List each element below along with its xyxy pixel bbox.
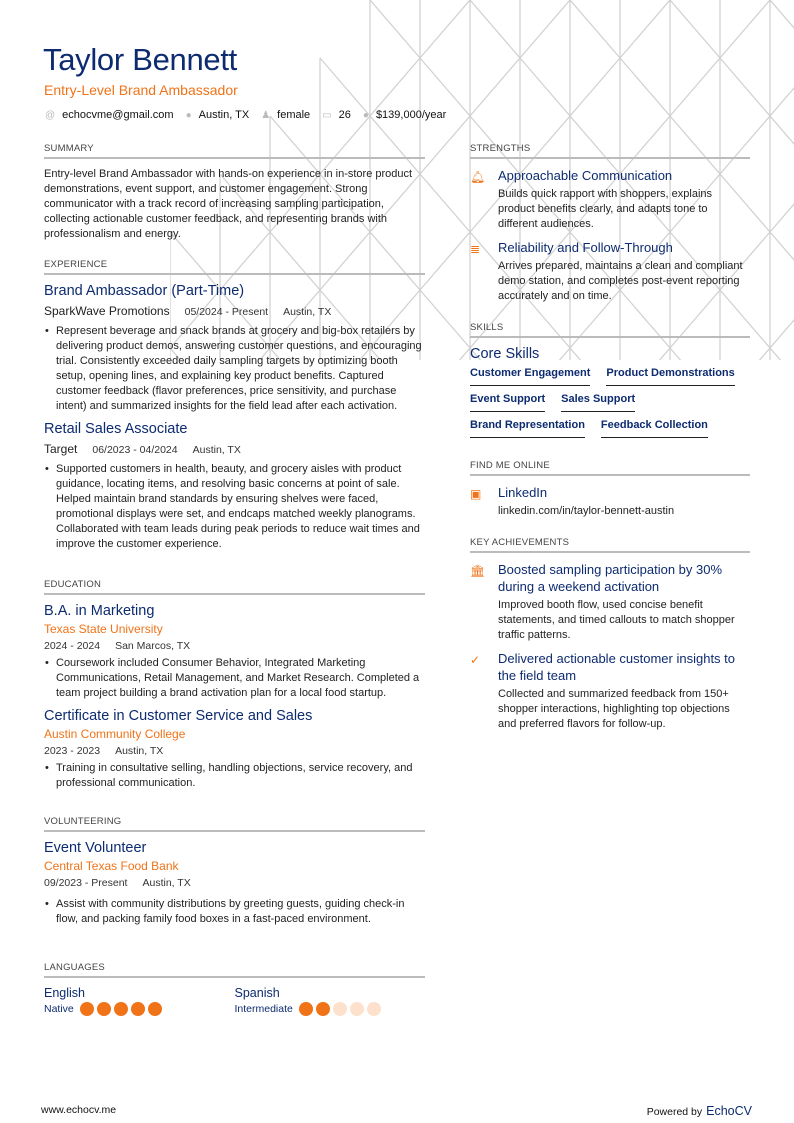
strength-title: Approachable Communication: [498, 168, 673, 183]
skill-chip: Customer Engagement: [470, 366, 590, 386]
section-heading: LANGUAGES: [44, 962, 425, 978]
bell-icon: 🔔︎: [470, 170, 486, 184]
contact-text: female: [277, 109, 311, 121]
proficiency-dot: [367, 1002, 381, 1016]
contact-text: 26: [338, 109, 351, 121]
calendar-icon: ▭: [322, 109, 332, 121]
strength-text: Builds quick rapport with shoppers, explains product benefits clearly, and adapts tone to different audiences.: [498, 188, 713, 230]
candidate-title: Entry-Level Brand Ambassador: [44, 82, 238, 98]
location: San Marcos, TX: [115, 640, 191, 652]
language-item: [235, 985, 426, 1016]
proficiency-dot: [333, 1002, 347, 1016]
achievement-text: Collected and summarized feedback from 150+ shopper interactions, highlighting top objections and preferred flavors for follow-up.: [498, 688, 730, 730]
company: SparkWave Promotions: [44, 304, 170, 318]
candidate-name: Taylor Bennett: [43, 42, 237, 77]
dates: 2023 - 2023: [44, 745, 101, 757]
bullet: • Coursework included Consumer Behavior, Integrated Marketing Communications, Retail Management, and Market Research. Completed a team project building a brand activation plan for a local food startup.: [44, 656, 425, 701]
money-icon: ●: [362, 109, 369, 121]
language-name: English: [44, 986, 85, 1000]
volunteer-role: Event Volunteer: [44, 840, 147, 856]
volunteering-section: [44, 816, 425, 927]
achievement-title: Boosted sampling participation by 30% during a weekend activation: [498, 562, 723, 594]
contact-text: $139,000/year: [375, 109, 447, 121]
summary-section: [44, 143, 425, 242]
dates: 05/2024 - Present: [184, 306, 269, 318]
strengths-section: [470, 143, 750, 311]
strength-item: [470, 239, 750, 304]
calendar-icon: ▣: [470, 487, 482, 501]
dates: 06/2023 - 04/2024: [92, 444, 178, 456]
brand-logo[interactable]: EchoCV: [706, 1104, 752, 1118]
contact-bar: [45, 109, 446, 121]
location: Austin, TX: [142, 877, 191, 889]
skills-group-title: Core Skills: [470, 346, 540, 362]
contact-text: echocvme@gmail.com: [62, 109, 174, 121]
online-label: LinkedIn: [498, 485, 548, 500]
skill-chip: Sales Support: [561, 392, 635, 412]
proficiency-dots: [80, 1002, 162, 1016]
online-item[interactable]: [470, 484, 750, 519]
languages-section: [44, 962, 425, 1016]
proficiency-dot: [114, 1002, 128, 1016]
strength-title: Reliability and Follow-Through: [498, 240, 673, 255]
bullet: • Training in consultative selling, handling objections, service recovery, and professional communication.: [44, 761, 425, 791]
proficiency-dot: [350, 1002, 364, 1016]
section-heading: EXPERIENCE: [44, 259, 425, 275]
proficiency-dot: [316, 1002, 330, 1016]
section-heading: SKILLS: [470, 322, 750, 338]
experience-item: [44, 281, 425, 414]
achievement-title: Delivered actionable customer insights to the field team: [498, 651, 736, 683]
job-title: Retail Sales Associate: [44, 421, 188, 437]
section-heading: FIND ME ONLINE: [470, 460, 750, 476]
language-level: Native: [44, 1003, 74, 1015]
volunteer-org: Central Texas Food Bank: [44, 859, 179, 873]
experience-section: [44, 259, 425, 552]
language-name: Spanish: [234, 986, 280, 1000]
skills-section: [470, 322, 750, 438]
degree: B.A. in Marketing: [44, 603, 155, 619]
education-item: [44, 601, 425, 701]
section-heading: VOLUNTEERING: [44, 816, 425, 832]
achievement-item: [470, 650, 750, 732]
contact-email[interactable]: [45, 109, 174, 121]
degree: Certificate in Customer Service and Sales: [44, 708, 313, 724]
proficiency-dot: [299, 1002, 313, 1016]
online-section: [470, 460, 750, 526]
footer-site[interactable]: www.echocv.me: [41, 1104, 117, 1116]
location: Austin, TX: [283, 306, 332, 318]
dates: 2024 - 2024: [44, 640, 101, 652]
proficiency-dots: [299, 1002, 381, 1016]
bullet: • Represent beverage and snack brands at grocery and big-box retailers by delivering product demos, answering customer questions, and encouraging trial. Consistently exceeded daily sampling targets by optimizing booth setup, opening lines, and explaining key product benefits. Captured customer feedback (flavor preferences, price sensitivity, and purchase intent) and summarized insights for the field lead after each activation.: [44, 324, 425, 414]
bullet: • Supported customers in health, beauty, and grocery aisles with product guidance, locating items, and resolving basic concerns at point of sale. Helped maintain brand standards by ensuring shelves were faced, promotional displays were set, and endcaps matched weekly planograms. Collaborated with team leads during peak periods to reduce wait times and improve the customer experience.: [44, 462, 425, 552]
location: Austin, TX: [192, 444, 241, 456]
skill-chip: Feedback Collection: [601, 418, 708, 438]
achievements-section: [470, 537, 750, 739]
skill-chip: Event Support: [470, 392, 545, 412]
company: Target: [44, 442, 78, 456]
summary-text: Entry-level Brand Ambassador with hands-on experience in in-store product demonstrations, event support, and customer engagement. Strong communicator with a track record of increasing sampling participation, collecting actionable customer feedback, and representing brands with professionalism and energy.: [44, 168, 413, 240]
proficiency-dot: [131, 1002, 145, 1016]
achievement-item: [470, 561, 750, 643]
education-section: [44, 579, 425, 791]
contact-location: [186, 109, 250, 121]
section-heading: STRENGTHS: [470, 143, 750, 159]
strength-item: [470, 167, 750, 232]
skill-chip: Product Demonstrations: [606, 366, 734, 386]
bank-icon: 🏛︎: [470, 564, 486, 578]
contact-age: [322, 109, 351, 121]
proficiency-dot: [97, 1002, 111, 1016]
powered-by-label: Powered by: [646, 1106, 703, 1118]
school: Texas State University: [44, 622, 163, 636]
education-item: [44, 706, 425, 791]
section-heading: KEY ACHIEVEMENTS: [470, 537, 750, 553]
school: Austin Community College: [44, 727, 186, 741]
check-icon: ✓: [470, 653, 481, 667]
footer-powered: [647, 1104, 752, 1118]
at-icon: @: [45, 109, 56, 121]
location: Austin, TX: [115, 745, 164, 757]
contact-gender: [261, 109, 310, 121]
proficiency-dot: [80, 1002, 94, 1016]
contact-text: Austin, TX: [198, 109, 250, 121]
contact-salary: [363, 109, 446, 121]
language-level: Intermediate: [234, 1003, 293, 1015]
location-icon: ●: [185, 109, 192, 121]
section-heading: SUMMARY: [44, 143, 425, 159]
job-title: Brand Ambassador (Part-Time): [44, 283, 245, 299]
dates: 09/2023 - Present: [44, 877, 128, 889]
online-url[interactable]: linkedin.com/in/taylor-bennett-austin: [498, 505, 675, 517]
strength-text: Arrives prepared, maintains a clean and compliant demo station, and completes post-event reporting accurately and on time.: [498, 260, 743, 302]
person-icon: ♟: [261, 109, 271, 121]
achievement-text: Improved booth flow, used concise benefit statements, and timed callouts to match shopper traffic patterns.: [498, 599, 735, 641]
language-item: [44, 985, 235, 1016]
experience-item: [44, 419, 425, 552]
section-heading: EDUCATION: [44, 579, 425, 595]
proficiency-dot: [148, 1002, 162, 1016]
skill-chip: Brand Representation: [470, 418, 585, 438]
list-icon: ≣: [470, 242, 481, 256]
bullet: • Assist with community distributions by greeting guests, guiding check-in flow, and packing family food boxes in a fast-paced environment.: [44, 897, 425, 927]
